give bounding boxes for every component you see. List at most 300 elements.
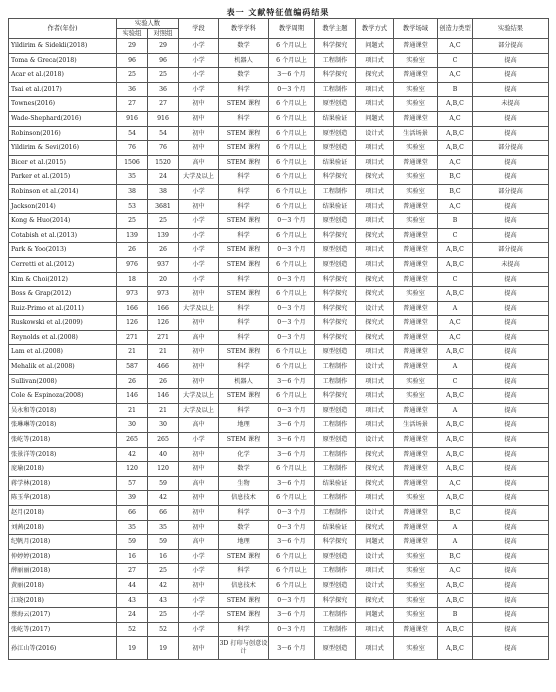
cell-creativity: C bbox=[438, 53, 473, 68]
cell-subject: STEM 课程 bbox=[219, 549, 269, 564]
table-row bbox=[9, 506, 549, 521]
cell-stage: 高中 bbox=[179, 330, 219, 345]
cell-subject: 科学 bbox=[219, 403, 269, 418]
cell-ctrl-count: 25 bbox=[148, 214, 179, 229]
cell-ctrl-count: 25 bbox=[148, 564, 179, 579]
cell-venue: 实验室 bbox=[394, 389, 438, 404]
cell-creativity: A,B,C bbox=[438, 447, 473, 462]
table-row bbox=[9, 272, 549, 287]
cell-theme: 结果验证 bbox=[315, 155, 356, 170]
cell-subject: 科学 bbox=[219, 199, 269, 214]
cell-venue: 普通课堂 bbox=[394, 272, 438, 287]
cell-stage: 小学 bbox=[179, 53, 219, 68]
cell-venue: 实验室 bbox=[394, 141, 438, 156]
cell-stage: 小学 bbox=[179, 564, 219, 579]
cell-theme: 工程制作 bbox=[315, 184, 356, 199]
table-row bbox=[9, 535, 549, 550]
cell-creativity: C bbox=[438, 374, 473, 389]
cell-creativity: B,C bbox=[438, 170, 473, 185]
cell-author: Tsai et al.(2017) bbox=[9, 82, 117, 97]
cell-ctrl-count: 54 bbox=[148, 126, 179, 141]
cell-author: 薛丽丽(2018) bbox=[9, 564, 117, 579]
cell-subject: 科学 bbox=[219, 564, 269, 579]
cell-creativity: A,B,C bbox=[438, 637, 473, 660]
cell-method: 项目式 bbox=[356, 564, 394, 579]
cell-exp-count: 26 bbox=[117, 243, 148, 258]
cell-subject: 3D 打印与创意设计 bbox=[219, 637, 269, 660]
cell-author: Yildirim & Sidekli(2018) bbox=[9, 39, 117, 54]
cell-exp-count: 27 bbox=[117, 564, 148, 579]
table-row bbox=[9, 608, 549, 623]
cell-method: 问题式 bbox=[356, 111, 394, 126]
cell-venue: 实验室 bbox=[394, 578, 438, 593]
cell-period: 3～6 个月 bbox=[269, 637, 315, 660]
cell-creativity: B,C bbox=[438, 506, 473, 521]
cell-exp-count: 19 bbox=[117, 637, 148, 660]
cell-venue: 普通课堂 bbox=[394, 506, 438, 521]
cell-creativity: A,B,C bbox=[438, 462, 473, 477]
cell-result: 部分提高 bbox=[473, 184, 549, 199]
cell-ctrl-count: 52 bbox=[148, 622, 179, 637]
cell-method: 项目式 bbox=[356, 214, 394, 229]
table-row bbox=[9, 330, 549, 345]
header-result: 实验结果 bbox=[473, 19, 549, 39]
cell-venue: 实验室 bbox=[394, 608, 438, 623]
cell-venue: 普通课堂 bbox=[394, 199, 438, 214]
table-row bbox=[9, 564, 549, 579]
cell-creativity: A,B,C bbox=[438, 389, 473, 404]
cell-author: Park & Yoo(2013) bbox=[9, 243, 117, 258]
cell-subject: 科学 bbox=[219, 316, 269, 331]
table-row bbox=[9, 39, 549, 54]
cell-author: Lam et al.(2008) bbox=[9, 345, 117, 360]
cell-author: Robinson(2016) bbox=[9, 126, 117, 141]
cell-stage: 小学 bbox=[179, 622, 219, 637]
cell-theme: 科学探究 bbox=[315, 287, 356, 302]
cell-method: 设计式 bbox=[356, 360, 394, 375]
cell-venue: 实验室 bbox=[394, 491, 438, 506]
cell-ctrl-count: 42 bbox=[148, 578, 179, 593]
cell-stage: 初中 bbox=[179, 97, 219, 112]
cell-author: Parker et al.(2015) bbox=[9, 170, 117, 185]
table-row bbox=[9, 68, 549, 83]
cell-exp-count: 973 bbox=[117, 287, 148, 302]
cell-creativity: B bbox=[438, 214, 473, 229]
cell-stage: 初中 bbox=[179, 126, 219, 141]
cell-method: 问题式 bbox=[356, 608, 394, 623]
cell-subject: 科学 bbox=[219, 330, 269, 345]
cell-subject: 科学 bbox=[219, 184, 269, 199]
cell-period: 3～6 个月 bbox=[269, 433, 315, 448]
cell-subject: 机器人 bbox=[219, 374, 269, 389]
cell-period: 0～3 个月 bbox=[269, 330, 315, 345]
cell-method: 问题式 bbox=[356, 535, 394, 550]
table-row bbox=[9, 637, 549, 660]
cell-author: 蒋学林(2018) bbox=[9, 476, 117, 491]
cell-ctrl-count: 265 bbox=[148, 433, 179, 448]
cell-ctrl-count: 126 bbox=[148, 316, 179, 331]
cell-ctrl-count: 35 bbox=[148, 520, 179, 535]
cell-author: 张琳琳等(2018) bbox=[9, 418, 117, 433]
cell-period: 3～6 个月 bbox=[269, 608, 315, 623]
cell-subject: STEM 课程 bbox=[219, 155, 269, 170]
cell-result: 提高 bbox=[473, 330, 549, 345]
cell-theme: 科学探究 bbox=[315, 389, 356, 404]
cell-period: 6 个月以上 bbox=[269, 564, 315, 579]
cell-creativity: A bbox=[438, 403, 473, 418]
cell-venue: 实验室 bbox=[394, 214, 438, 229]
table-row bbox=[9, 345, 549, 360]
cell-subject: 科学 bbox=[219, 301, 269, 316]
cell-stage: 初中 bbox=[179, 360, 219, 375]
cell-period: 0～3 个月 bbox=[269, 622, 315, 637]
cell-subject: 数学 bbox=[219, 462, 269, 477]
cell-result: 部分提高 bbox=[473, 243, 549, 258]
table-row bbox=[9, 476, 549, 491]
cell-period: 6 个月以上 bbox=[269, 360, 315, 375]
cell-subject: 化学 bbox=[219, 447, 269, 462]
cell-result: 提高 bbox=[473, 111, 549, 126]
cell-venue: 实验室 bbox=[394, 287, 438, 302]
cell-exp-count: 54 bbox=[117, 126, 148, 141]
cell-stage: 初中 bbox=[179, 506, 219, 521]
table-row bbox=[9, 403, 549, 418]
cell-subject: STEM 课程 bbox=[219, 608, 269, 623]
header-sample-size: 实验人数 bbox=[117, 19, 179, 29]
cell-period: 0～3 个月 bbox=[269, 316, 315, 331]
table-row bbox=[9, 287, 549, 302]
header-period: 教学周期 bbox=[269, 19, 315, 39]
cell-ctrl-count: 66 bbox=[148, 506, 179, 521]
cell-venue: 普通课堂 bbox=[394, 360, 438, 375]
cell-creativity: A,B,C bbox=[438, 141, 473, 156]
cell-method: 设计式 bbox=[356, 126, 394, 141]
cell-creativity: A,B,C bbox=[438, 243, 473, 258]
cell-result: 提高 bbox=[473, 287, 549, 302]
cell-subject: STEM 课程 bbox=[219, 287, 269, 302]
cell-creativity: A bbox=[438, 301, 473, 316]
cell-period: 3～6 个月 bbox=[269, 374, 315, 389]
cell-period: 6 个月以上 bbox=[269, 491, 315, 506]
cell-method: 项目式 bbox=[356, 82, 394, 97]
cell-creativity: A,B,C bbox=[438, 287, 473, 302]
cell-author: 张屹等(2018) bbox=[9, 433, 117, 448]
cell-exp-count: 44 bbox=[117, 578, 148, 593]
cell-result: 提高 bbox=[473, 228, 549, 243]
cell-author: Robinson et al.(2014) bbox=[9, 184, 117, 199]
table-row bbox=[9, 360, 549, 375]
cell-method: 探究式 bbox=[356, 287, 394, 302]
cell-ctrl-count: 16 bbox=[148, 549, 179, 564]
cell-stage: 初中 bbox=[179, 141, 219, 156]
cell-period: 6 个月以上 bbox=[269, 126, 315, 141]
cell-stage: 初中 bbox=[179, 447, 219, 462]
cell-subject: 生物 bbox=[219, 476, 269, 491]
cell-ctrl-count: 29 bbox=[148, 39, 179, 54]
table-row bbox=[9, 491, 549, 506]
cell-theme: 工程制作 bbox=[315, 447, 356, 462]
cell-creativity: A,C bbox=[438, 330, 473, 345]
cell-creativity: A,B,C bbox=[438, 126, 473, 141]
cell-method: 探究式 bbox=[356, 520, 394, 535]
table-row bbox=[9, 520, 549, 535]
table-row bbox=[9, 549, 549, 564]
cell-period: 0～3 个月 bbox=[269, 593, 315, 608]
cell-period: 6 个月以上 bbox=[269, 141, 315, 156]
cell-ctrl-count: 166 bbox=[148, 301, 179, 316]
table-header bbox=[9, 19, 549, 39]
cell-exp-count: 916 bbox=[117, 111, 148, 126]
cell-theme: 原型创造 bbox=[315, 257, 356, 272]
cell-stage: 高中 bbox=[179, 155, 219, 170]
cell-ctrl-count: 42 bbox=[148, 491, 179, 506]
cell-author: Wade-Shephard(2016) bbox=[9, 111, 117, 126]
table-row bbox=[9, 97, 549, 112]
cell-exp-count: 76 bbox=[117, 141, 148, 156]
cell-subject: 科学 bbox=[219, 111, 269, 126]
cell-venue: 普通课堂 bbox=[394, 228, 438, 243]
cell-exp-count: 587 bbox=[117, 360, 148, 375]
cell-subject: 科学 bbox=[219, 82, 269, 97]
cell-method: 项目式 bbox=[356, 389, 394, 404]
cell-result: 提高 bbox=[473, 578, 549, 593]
cell-ctrl-count: 20 bbox=[148, 272, 179, 287]
table-row bbox=[9, 53, 549, 68]
cell-venue: 实验室 bbox=[394, 549, 438, 564]
cell-method: 项目式 bbox=[356, 141, 394, 156]
cell-stage: 小学 bbox=[179, 549, 219, 564]
cell-exp-count: 35 bbox=[117, 170, 148, 185]
cell-ctrl-count: 25 bbox=[148, 68, 179, 83]
cell-author: Yildirim & Sevi(2016) bbox=[9, 141, 117, 156]
cell-theme: 工程制作 bbox=[315, 462, 356, 477]
cell-period: 0～3 个月 bbox=[269, 214, 315, 229]
cell-result: 部分提高 bbox=[473, 141, 549, 156]
cell-theme: 原型创造 bbox=[315, 433, 356, 448]
cell-creativity: B,C bbox=[438, 184, 473, 199]
cell-subject: STEM 课程 bbox=[219, 243, 269, 258]
cell-method: 设计式 bbox=[356, 578, 394, 593]
cell-stage: 小学 bbox=[179, 433, 219, 448]
cell-creativity: A,C bbox=[438, 564, 473, 579]
cell-method: 项目式 bbox=[356, 97, 394, 112]
cell-author: Reynolds et al.(2008) bbox=[9, 330, 117, 345]
cell-result: 提高 bbox=[473, 403, 549, 418]
cell-exp-count: 126 bbox=[117, 316, 148, 331]
cell-creativity: A,C bbox=[438, 316, 473, 331]
cell-method: 项目式 bbox=[356, 418, 394, 433]
cell-author: 张屹等(2017) bbox=[9, 622, 117, 637]
cell-subject: 科学 bbox=[219, 360, 269, 375]
cell-period: 0～3 个月 bbox=[269, 520, 315, 535]
cell-author: 陈玉华(2018) bbox=[9, 491, 117, 506]
cell-period: 6 个月以上 bbox=[269, 53, 315, 68]
cell-stage: 小学 bbox=[179, 184, 219, 199]
cell-ctrl-count: 21 bbox=[148, 403, 179, 418]
cell-creativity: A bbox=[438, 360, 473, 375]
cell-subject: 科学 bbox=[219, 506, 269, 521]
cell-venue: 普通课堂 bbox=[394, 330, 438, 345]
cell-method: 项目式 bbox=[356, 622, 394, 637]
cell-ctrl-count: 24 bbox=[148, 170, 179, 185]
cell-author: Boss & Grap(2012) bbox=[9, 287, 117, 302]
cell-result: 提高 bbox=[473, 447, 549, 462]
cell-subject: STEM 课程 bbox=[219, 141, 269, 156]
cell-theme: 工程制作 bbox=[315, 608, 356, 623]
cell-exp-count: 24 bbox=[117, 608, 148, 623]
cell-creativity: A,B,C bbox=[438, 433, 473, 448]
cell-creativity: A,B,C bbox=[438, 257, 473, 272]
cell-theme: 工程制作 bbox=[315, 82, 356, 97]
cell-stage: 初中 bbox=[179, 111, 219, 126]
cell-stage: 小学 bbox=[179, 82, 219, 97]
cell-period: 6 个月以上 bbox=[269, 578, 315, 593]
cell-venue: 普通课堂 bbox=[394, 403, 438, 418]
cell-theme: 工程制作 bbox=[315, 506, 356, 521]
cell-subject: STEM 课程 bbox=[219, 433, 269, 448]
cell-exp-count: 43 bbox=[117, 593, 148, 608]
cell-theme: 科学探究 bbox=[315, 593, 356, 608]
table-row bbox=[9, 141, 549, 156]
cell-theme: 工程制作 bbox=[315, 418, 356, 433]
cell-method: 设计式 bbox=[356, 506, 394, 521]
cell-author: 江晓(2018) bbox=[9, 593, 117, 608]
cell-creativity: A,B,C bbox=[438, 593, 473, 608]
cell-method: 设计式 bbox=[356, 549, 394, 564]
cell-exp-count: 265 bbox=[117, 433, 148, 448]
cell-stage: 小学 bbox=[179, 593, 219, 608]
cell-stage: 大学及以上 bbox=[179, 389, 219, 404]
cell-theme: 结果验证 bbox=[315, 476, 356, 491]
cell-author: 张景洋等(2018) bbox=[9, 447, 117, 462]
cell-creativity: A bbox=[438, 535, 473, 550]
cell-period: 3～6 个月 bbox=[269, 68, 315, 83]
cell-stage: 大学及以上 bbox=[179, 170, 219, 185]
header-creativity: 创造力类型 bbox=[438, 19, 473, 39]
cell-author: Toma & Greca(2018) bbox=[9, 53, 117, 68]
cell-period: 3～6 个月 bbox=[269, 418, 315, 433]
cell-ctrl-count: 76 bbox=[148, 141, 179, 156]
cell-venue: 生活场景 bbox=[394, 418, 438, 433]
cell-theme: 科学探究 bbox=[315, 228, 356, 243]
cell-stage: 大学及以上 bbox=[179, 403, 219, 418]
cell-venue: 普通课堂 bbox=[394, 257, 438, 272]
cell-stage: 初中 bbox=[179, 199, 219, 214]
cell-theme: 工程制作 bbox=[315, 491, 356, 506]
cell-venue: 实验室 bbox=[394, 170, 438, 185]
cell-ctrl-count: 96 bbox=[148, 53, 179, 68]
cell-subject: 机器人 bbox=[219, 53, 269, 68]
cell-author: Jackson(2014) bbox=[9, 199, 117, 214]
cell-subject: 信息技术 bbox=[219, 491, 269, 506]
table-row bbox=[9, 82, 549, 97]
cell-subject: 科学 bbox=[219, 170, 269, 185]
cell-period: 6 个月以上 bbox=[269, 287, 315, 302]
cell-method: 项目式 bbox=[356, 257, 394, 272]
table-row bbox=[9, 228, 549, 243]
cell-theme: 科学探究 bbox=[315, 535, 356, 550]
cell-exp-count: 27 bbox=[117, 97, 148, 112]
cell-venue: 普通课堂 bbox=[394, 345, 438, 360]
cell-method: 探究式 bbox=[356, 170, 394, 185]
cell-period: 0～3 个月 bbox=[269, 272, 315, 287]
cell-venue: 普通课堂 bbox=[394, 447, 438, 462]
cell-method: 探究式 bbox=[356, 462, 394, 477]
cell-author: Ruskowski et al.(2009) bbox=[9, 316, 117, 331]
cell-result: 提高 bbox=[473, 53, 549, 68]
cell-creativity: A,B,C bbox=[438, 578, 473, 593]
cell-method: 探究式 bbox=[356, 228, 394, 243]
cell-method: 项目式 bbox=[356, 243, 394, 258]
cell-venue: 普通课堂 bbox=[394, 433, 438, 448]
cell-venue: 普通课堂 bbox=[394, 301, 438, 316]
cell-exp-count: 166 bbox=[117, 301, 148, 316]
table-row bbox=[9, 418, 549, 433]
cell-exp-count: 36 bbox=[117, 82, 148, 97]
table-row bbox=[9, 316, 549, 331]
cell-method: 项目式 bbox=[356, 374, 394, 389]
cell-period: 6 个月以上 bbox=[269, 97, 315, 112]
cell-result: 提高 bbox=[473, 622, 549, 637]
cell-subject: STEM 课程 bbox=[219, 389, 269, 404]
header-control-group: 对照组 bbox=[148, 29, 179, 39]
cell-stage: 大学及以上 bbox=[179, 301, 219, 316]
cell-method: 项目式 bbox=[356, 53, 394, 68]
table-row bbox=[9, 622, 549, 637]
cell-period: 3～6 个月 bbox=[269, 476, 315, 491]
cell-creativity: A,B,C bbox=[438, 97, 473, 112]
cell-creativity: A,C bbox=[438, 199, 473, 214]
cell-period: 6 个月以上 bbox=[269, 155, 315, 170]
cell-period: 0～3 个月 bbox=[269, 403, 315, 418]
cell-author: 纪帆月(2018) bbox=[9, 535, 117, 550]
cell-result: 部分提高 bbox=[473, 39, 549, 54]
cell-author: Mehalik et al.(2008) bbox=[9, 360, 117, 375]
table-row bbox=[9, 155, 549, 170]
table-row bbox=[9, 199, 549, 214]
cell-theme: 原型创造 bbox=[315, 126, 356, 141]
cell-exp-count: 271 bbox=[117, 330, 148, 345]
cell-exp-count: 53 bbox=[117, 199, 148, 214]
table-row bbox=[9, 257, 549, 272]
cell-creativity: A,C bbox=[438, 68, 473, 83]
cell-exp-count: 26 bbox=[117, 374, 148, 389]
cell-stage: 小学 bbox=[179, 214, 219, 229]
cell-theme: 原型创造 bbox=[315, 403, 356, 418]
cell-exp-count: 29 bbox=[117, 39, 148, 54]
header-subject: 教学学科 bbox=[219, 19, 269, 39]
cell-period: 0～3 个月 bbox=[269, 243, 315, 258]
cell-subject: STEM 课程 bbox=[219, 257, 269, 272]
table-row bbox=[9, 578, 549, 593]
cell-stage: 初中 bbox=[179, 345, 219, 360]
cell-result: 提高 bbox=[473, 418, 549, 433]
cell-exp-count: 976 bbox=[117, 257, 148, 272]
cell-method: 探究式 bbox=[356, 316, 394, 331]
cell-author: 吴永和等(2018) bbox=[9, 403, 117, 418]
cell-exp-count: 59 bbox=[117, 535, 148, 550]
cell-exp-count: 25 bbox=[117, 68, 148, 83]
cell-exp-count: 42 bbox=[117, 447, 148, 462]
cell-author: 孙江山等(2016) bbox=[9, 637, 117, 660]
table-row bbox=[9, 184, 549, 199]
header-venue: 教学场域 bbox=[394, 19, 438, 39]
cell-theme: 科学探究 bbox=[315, 39, 356, 54]
cell-method: 探究式 bbox=[356, 447, 394, 462]
cell-theme: 结果验证 bbox=[315, 199, 356, 214]
cell-result: 提高 bbox=[473, 520, 549, 535]
cell-period: 6 个月以上 bbox=[269, 389, 315, 404]
